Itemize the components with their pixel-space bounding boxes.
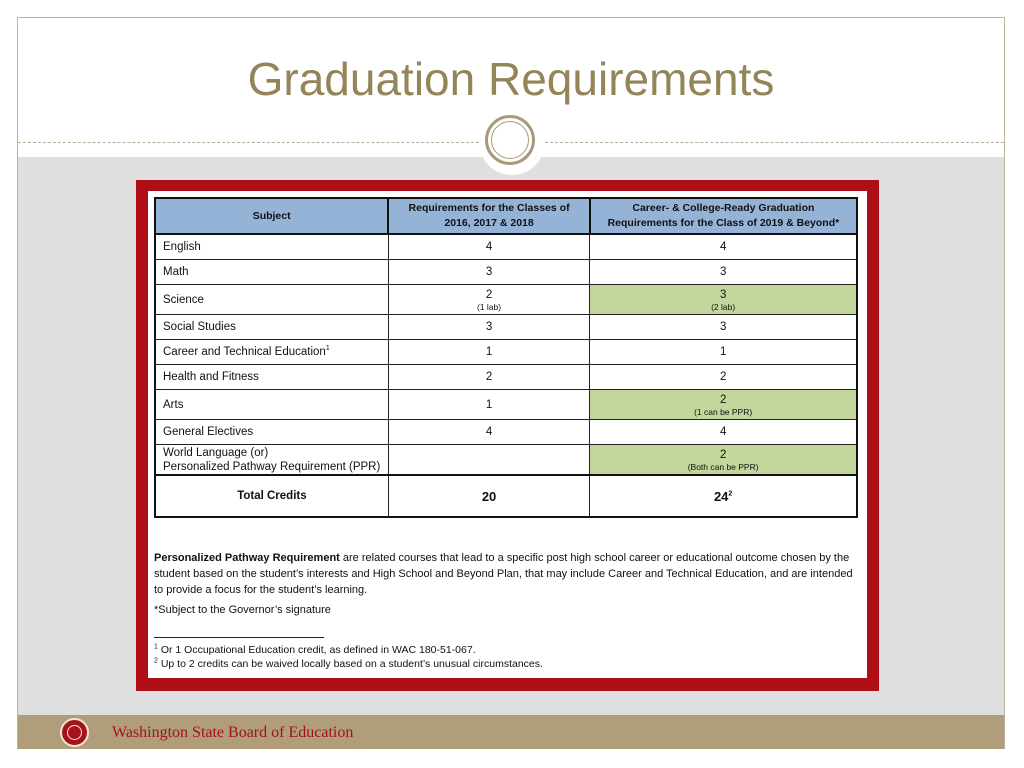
- subject-cell: Arts: [155, 390, 388, 420]
- subject-cell: Health and Fitness: [155, 365, 388, 390]
- subject-line-2: Personalized Pathway Requirement (PPR): [163, 460, 381, 473]
- header-subject: Subject: [155, 198, 388, 234]
- header-ccr-2019: Career- & College-Ready Graduation Requirements for the Class of 2019 & Beyond*: [590, 198, 857, 234]
- new-credits-cell: 4: [590, 420, 857, 445]
- subject-cell: General Electives: [155, 420, 388, 445]
- seal-inner-ring-icon: [67, 725, 82, 740]
- ppr-text: are related courses that lead to a specific post high school career or educational outcome chosen by the student based on the student’s interests and High School and Beyond Plan, that may include Career and Technical Education, and are intended to provide a focus for the student’s learning.: [154, 552, 853, 596]
- table-row: [155, 390, 857, 420]
- footnote-2: [154, 657, 543, 671]
- footnote-marker: 2: [728, 490, 733, 498]
- new-credits-cell: 2: [590, 365, 857, 390]
- old-credits-cell: 3: [388, 260, 589, 285]
- table-row: [155, 285, 857, 315]
- old-credits-cell: 1: [388, 340, 589, 365]
- title-divider-left: [18, 142, 479, 143]
- subject-cell: Social Studies: [155, 315, 388, 340]
- subject-label: Career and Technical Education: [163, 346, 326, 358]
- table-row: [155, 420, 857, 445]
- table-row: [155, 445, 857, 476]
- old-credits-cell: 4: [388, 420, 589, 445]
- subject-cell: English: [155, 234, 388, 260]
- new-credits-cell: 4: [590, 234, 857, 260]
- subject-cell: Math: [155, 260, 388, 285]
- new-credits-note: (2 lab): [711, 301, 736, 312]
- total-old-credits: 20: [388, 475, 589, 517]
- total-new-credits: 24: [713, 488, 729, 504]
- old-credits-cell: 3: [388, 315, 589, 340]
- footnote-2-text: Up to 2 credits can be waived locally based on a student’s unusual circumstances.: [157, 658, 543, 670]
- footnote-rule: [154, 637, 324, 638]
- signature-note: *Subject to the Governor’s signature: [154, 604, 331, 616]
- new-credits-cell: [590, 285, 857, 315]
- total-label: Total Credits: [155, 475, 388, 517]
- header-classes-2016-2018: Requirements for the Classes of 2016, 2017 & 2018: [388, 198, 589, 234]
- table-row: [155, 365, 857, 390]
- table-row: [155, 340, 857, 365]
- old-credits-value: 2: [485, 288, 493, 301]
- subject-cell: [155, 340, 388, 365]
- footnote-2-mark: 2: [154, 657, 158, 665]
- footer-organization: Washington State Board of Education: [112, 724, 354, 741]
- new-credits-cell: [590, 390, 857, 420]
- table-row: [155, 260, 857, 285]
- old-credits-cell: [388, 285, 589, 315]
- new-credits-cell: 3: [590, 260, 857, 285]
- total-row: [155, 475, 857, 517]
- footnote-1-text: Or 1 Occupational Education credit, as defined in WAC 180-51-067.: [157, 644, 476, 656]
- old-credits-cell: [388, 445, 589, 476]
- footnote-1-mark: 1: [154, 643, 158, 651]
- medallion-inner-ring-icon: [491, 121, 529, 159]
- new-credits-cell: [590, 445, 857, 476]
- old-credits-cell: 2: [388, 365, 589, 390]
- new-credits-value: 2: [719, 393, 727, 406]
- new-credits-note: (1 can be PPR): [694, 406, 753, 417]
- old-credits-cell: 1: [388, 390, 589, 420]
- subject-cell: Science: [155, 285, 388, 315]
- requirements-table: [154, 197, 858, 518]
- new-credits-note: (Both can be PPR): [687, 461, 759, 472]
- table-row: [155, 315, 857, 340]
- subject-line-1: World Language (or): [163, 446, 269, 459]
- title-divider-right: [545, 142, 1004, 143]
- ppr-term: Personalized Pathway Requirement: [154, 552, 340, 564]
- new-credits-cell: 1: [590, 340, 857, 365]
- old-credits-note: (1 lab): [477, 301, 502, 312]
- footnote-1: [154, 643, 543, 657]
- ppr-definition: [154, 550, 854, 598]
- subject-cell: [155, 445, 388, 476]
- table-header-row: [155, 198, 857, 234]
- footnote-marker: 1: [325, 345, 330, 353]
- total-new-credits-cell: [590, 475, 857, 517]
- new-credits-cell: 3: [590, 315, 857, 340]
- table-row: [155, 234, 857, 260]
- new-credits-value: 2: [719, 448, 727, 461]
- old-credits-cell: 4: [388, 234, 589, 260]
- new-credits-value: 3: [719, 288, 727, 301]
- footnotes: [154, 643, 543, 671]
- slide-title: Graduation Requirements: [247, 53, 775, 105]
